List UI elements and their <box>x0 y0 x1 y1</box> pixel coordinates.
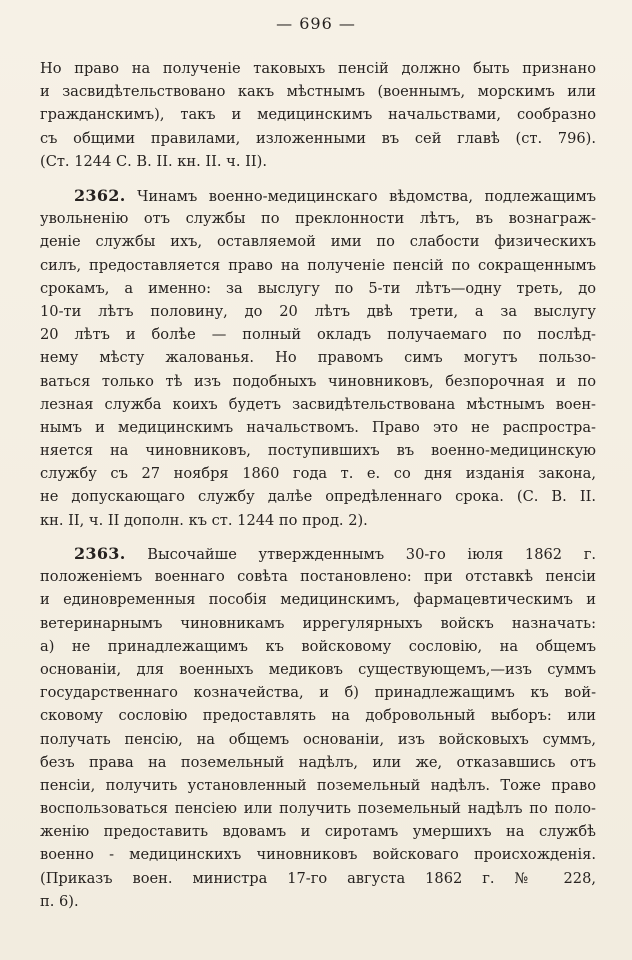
text-line: деніе службы ихъ, оставляемой ими по слабости физическихъ <box>40 233 596 251</box>
article-2363 <box>40 542 596 913</box>
text-line: съ общими правилами, изложенными въ сей главѣ (ст. 796). <box>40 129 596 147</box>
article-first-text: Чинамъ военно-медицинскаго вѣдомства, подлежащимъ <box>137 188 596 205</box>
text-line: основаніи, для военныхъ медиковъ существующемъ,—изъ суммъ <box>40 660 596 678</box>
text-line: силъ, предоставляется право на полученіе пенсій по сокращеннымъ <box>40 256 596 274</box>
article-number: 2363. <box>74 544 126 563</box>
text-line: п. 6). <box>40 892 79 910</box>
article-number: 2362. <box>74 186 126 205</box>
text-line: службу съ 27 ноября 1860 года т. е. со дня изданія закона, <box>40 465 596 483</box>
text-line: получать пенсію, на общемъ основаніи, изъ войсковыхъ суммъ, <box>40 730 596 748</box>
text-line: (Ст. 1244 С. В. II. кн. II. ч. II). <box>40 152 267 170</box>
text-line: кн. II, ч. II дополн. къ ст. 1244 по прод. 2). <box>40 511 368 529</box>
paragraph-continuation <box>40 57 596 173</box>
article-first-line <box>40 542 596 565</box>
text-line: пенсіи, получить установленный поземельный надѣлъ. Тоже право <box>40 776 596 794</box>
text-line: (Приказъ воен. министра 17-го августа 1862 г. № 228, <box>40 869 596 887</box>
text-line: и единовременныя пособія медицинскимъ, фармацевтическимъ и <box>40 591 596 609</box>
text-line: женію предоставить вдовамъ и сиротамъ умершихъ на службѣ <box>40 823 596 841</box>
text-line: нымъ и медицинскимъ начальствомъ. Право это не распростра- <box>40 418 596 436</box>
text-line: нему мѣсту жалованья. Но правомъ симъ могутъ пользо- <box>40 349 596 367</box>
page-number-header: — 696 — <box>276 14 356 33</box>
text-line: Но право на полученіе таковыхъ пенсій должно быть признано <box>40 60 596 77</box>
text-line: а) не принадлежащимъ къ войсковому сословію, на общемъ <box>40 637 596 655</box>
text-line: воспользоваться пенсіею или получить поземельный надѣлъ по поло- <box>40 800 596 818</box>
text-line: няется на чиновниковъ, поступившихъ въ военно-медицинскую <box>40 442 596 460</box>
text-line: ветеринарнымъ чиновникамъ иррегулярныхъ войскъ назначать: <box>40 614 596 632</box>
article-first-line <box>40 184 596 207</box>
text-line: безъ права на поземельный надѣлъ, или же, отказавшись отъ <box>40 753 596 771</box>
text-line: ваться только тѣ изъ подобныхъ чиновниковъ, безпорочная и по <box>40 372 596 390</box>
text-line: увольненію отъ службы по преклонности лѣтъ, въ вознаграж- <box>40 210 596 228</box>
text-line: срокамъ, а именно: за выслугу по 5-ти лѣтъ—одну треть, до <box>40 279 596 297</box>
text-line: 10-ти лѣтъ половину, до 20 лѣтъ двѣ трети, а за выслугу <box>40 302 596 320</box>
text-line: военно - медицинскихъ чиновниковъ войсковаго происхожденія. <box>40 846 596 864</box>
text-line: положеніемъ военнаго совѣта постановлено: при отставкѣ пенсіи <box>40 568 596 586</box>
article-2362 <box>40 184 596 532</box>
article-first-text: Высочайше утвержденнымъ 30-го іюля 1862 г. <box>147 546 596 563</box>
text-line: гражданскимъ), такъ и медицинскимъ начальствами, сообразно <box>40 106 596 124</box>
text-line: государственнаго козначейства, и б) принадлежащимъ къ вой- <box>40 684 596 702</box>
text-line: 20 лѣтъ и болѣе — полный окладъ получаемаго по послѣд- <box>40 326 596 344</box>
text-line: сковому сословію предоставлять на добровольный выборъ: или <box>40 707 596 725</box>
text-line: и засвидѣтельствовано какъ мѣстнымъ (военнымъ, морскимъ или <box>40 83 596 101</box>
text-line: не допускающаго службу далѣе опредѣленнаго срока. (С. В. II. <box>40 488 596 506</box>
text-line: лезная служба коихъ будетъ засвидѣтельствована мѣстнымъ воен- <box>40 395 596 413</box>
